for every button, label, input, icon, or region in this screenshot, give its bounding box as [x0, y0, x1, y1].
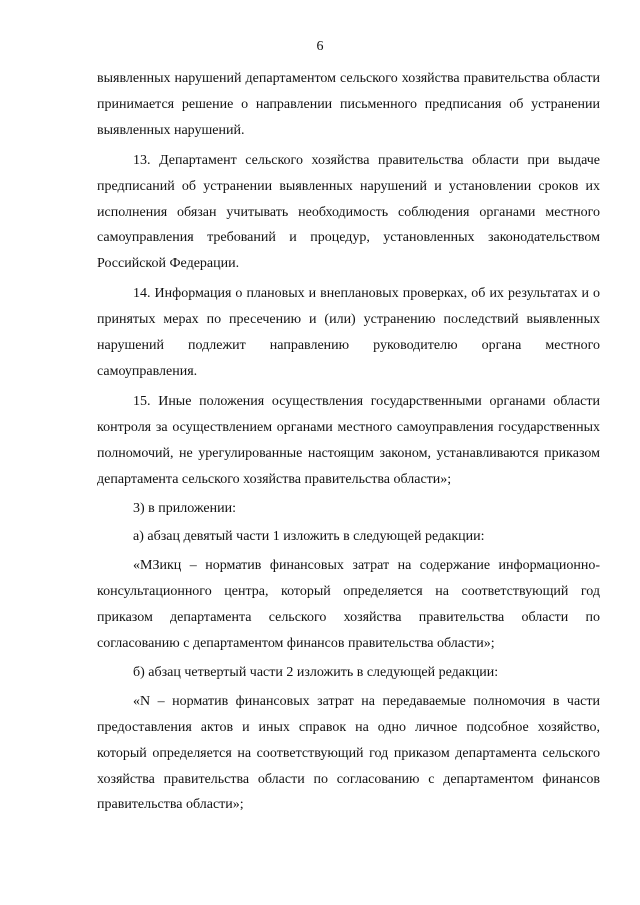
- paragraph-amendment-a-text: «МЗикц – норматив финансовых затрат на содержание информационно-консультационного центра, который определяется на соответствующий год приказом департамента сельского хозяйства правительства области по согласованию с департаментом финансов правительства области»;: [97, 558, 600, 652]
- paragraph-amendment-a: а) абзац девятый части 1 изложить в следующей редакции:: [133, 529, 485, 545]
- paragraph-appendix-heading: 3) в приложении:: [133, 500, 236, 516]
- paragraph-amendment-b: б) абзац четвертый части 2 изложить в следующей редакции:: [133, 664, 499, 680]
- paragraph-item-13: 13. Департамент сельского хозяйства правительства области при выдаче предписаний об устранении выявленных нарушений и установлении сроков их исполнения обязан учитывать необходимость соблюдения органами местного самоуправления требований и процедур, установленных законодательством Российской Федерации.: [97, 152, 600, 272]
- page-number: 6: [316, 39, 324, 54]
- paragraph-item-15: 15. Иные положения осуществления государственными органами области контроля за осуществлением органами местного самоуправления государственных полномочий, не урегулированные настоящим законом, устанавливаются приказом департамента сельского хозяйства правительства области»;: [97, 393, 600, 487]
- paragraph-continuation: выявленных нарушений департаментом сельского хозяйства правительства области принимается решение о направлении письменного предписания об устранении выявленных нарушений.: [97, 71, 600, 138]
- paragraph-item-14: 14. Информация о плановых и внеплановых проверках, об их результатах и о принятых мерах по пресечению и (или) устранению последствий выявленных нарушений подлежит направлению руководителю органа местного самоуправления.: [97, 286, 600, 379]
- document-body: [97, 66, 600, 818]
- paragraph-amendment-b-text: «N – норматив финансовых затрат на передаваемые полномочия в части предоставления актов и иных справок на одно личное подсобное хозяйство, который определяется на соответствующий год приказом департамента сельского хозяйства правительства области по согласованию с департаментом финансов правительства области»;: [97, 693, 600, 813]
